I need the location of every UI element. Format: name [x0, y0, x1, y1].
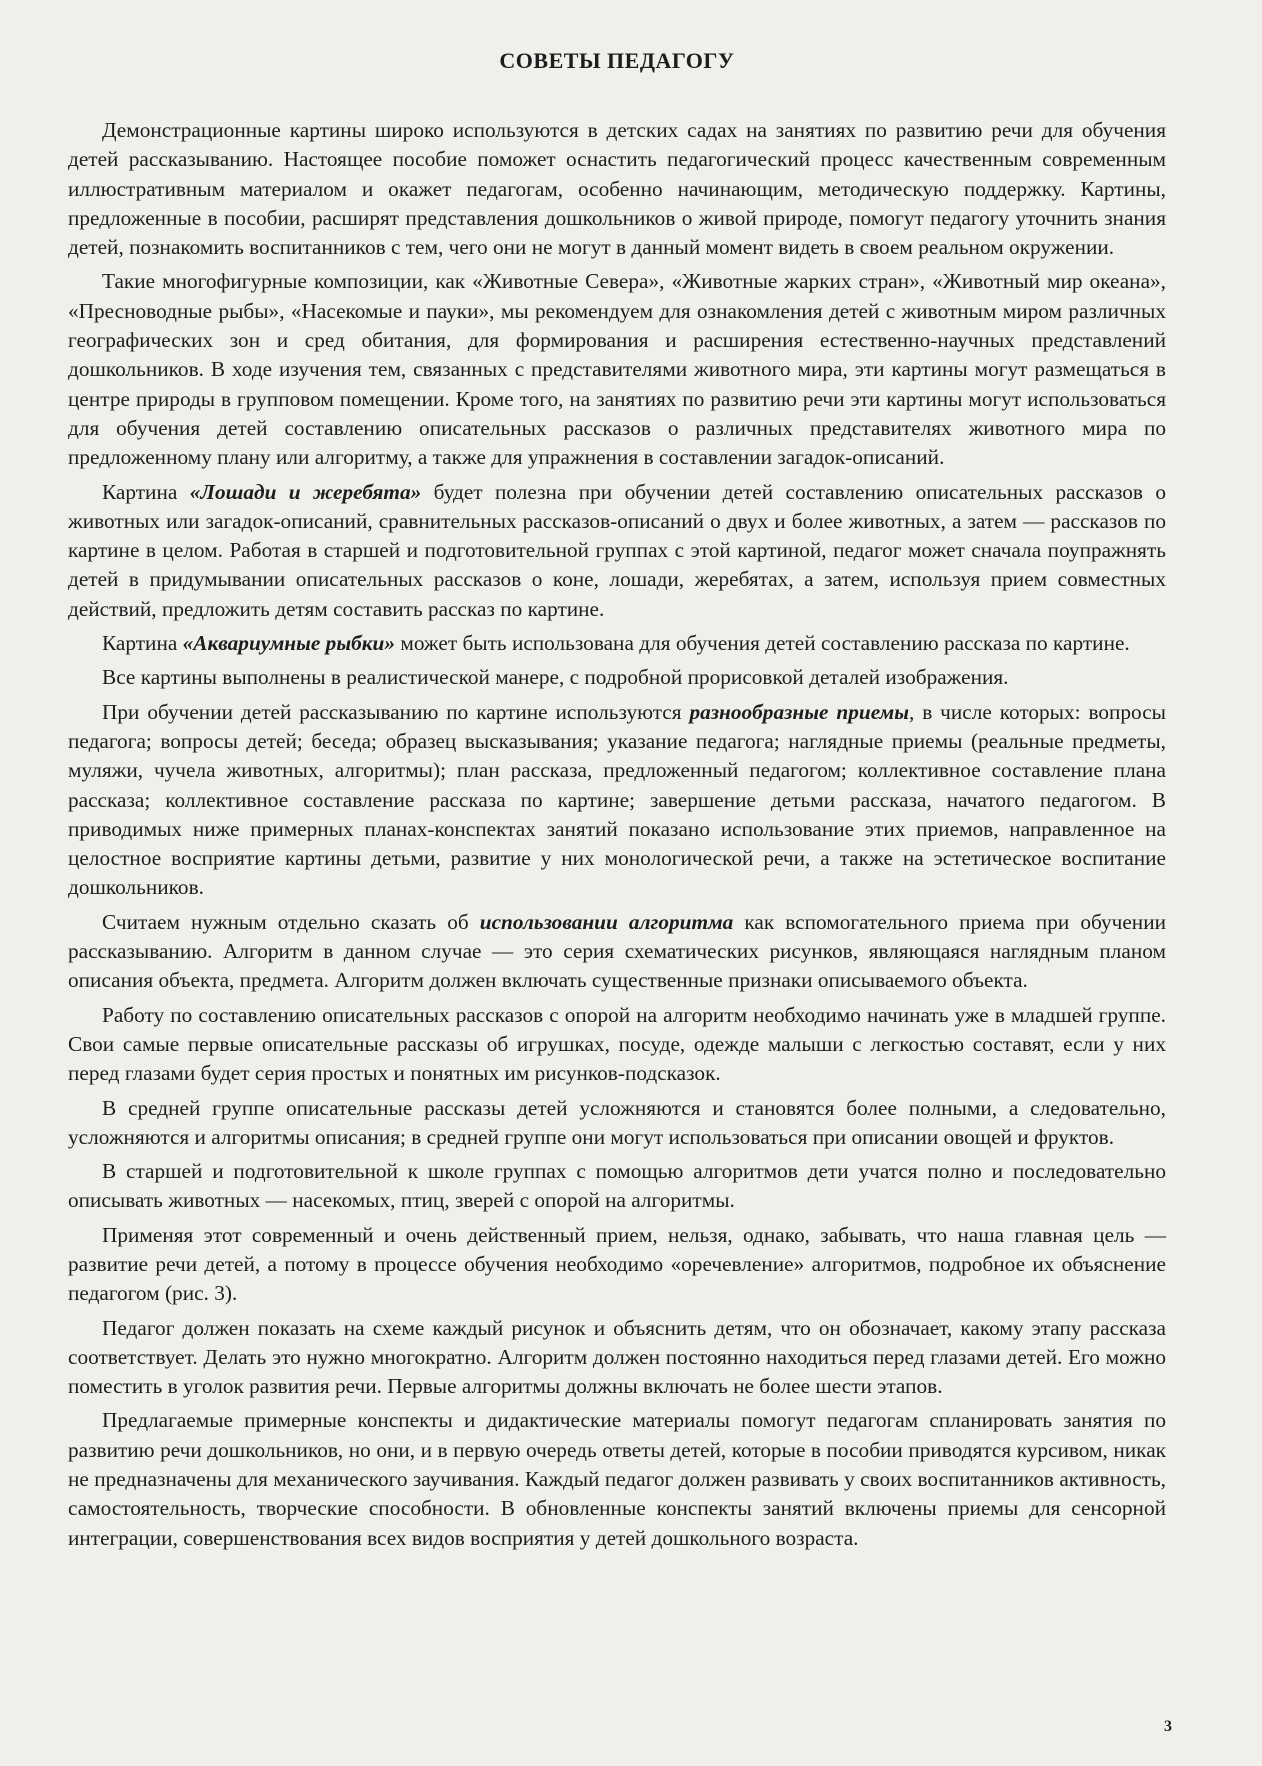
emphasis-algorithm: использовании алгоритма: [479, 909, 734, 934]
paragraph-5: Все картины выполнены в реалистической манере, с подробной прорисовкой деталей изображения.: [102, 665, 1009, 690]
paragraph-11: Применяя этот современный и очень действенный прием, нельзя, однако, забывать, что наша главная цель — развитие речи детей, а потому в процессе обучения необходимо «оречевление» алгоритмов, подробное их объяснение педагогом (рис. 3).: [68, 1222, 1166, 1306]
paragraph-10: В старшей и подготовительной к школе группах с помощью алгоритмов дети учатся полно и последовательно описывать животных — насекомых, птиц, зверей с опорой на алгоритмы.: [68, 1159, 1166, 1213]
paragraph-8: Работу по составлению описательных рассказов с опорой на алгоритм необходимо начинать уже в младшей группе. Свои самые первые описательные рассказы об игрушках, посуде, одежде малыши с легкостью составят, если у них перед глазами будет серия простых и понятных им рисунков-подсказок.: [68, 1002, 1166, 1086]
emphasis-techniques: разнообразные приемы: [689, 699, 909, 724]
paragraph-2: Такие многофигурные композиции, как «Животные Севера», «Животные жарких стран», «Животный мир океана», «Пресноводные рыбы», «Насекомые и пауки», мы рекомендуем для ознакомления детей с животным миром различных географических зон и сред обитания, для формирования и расширения естественно-научных представлений дошкольников. В ходе изучения тем, связанных с представителями животного мира, эти картины могут размещаться в центре природы в групповом помещении. Кроме того, на занятиях по развитию речи эти картины могут использоваться для обучения детей составлению описательных рассказов о различных представителях животного мира по предложенному плану или алгоритму, а также для упражнения в составлении загадок-описаний.: [68, 269, 1166, 470]
emphasis-horses: «Лошади и жеребята»: [189, 479, 422, 504]
emphasis-fish: «Аквариумные рыбки»: [182, 631, 396, 656]
paragraph-4: Картина «Аквариумные рыбки» может быть использована для обучения детей составлению рассказа по картине.: [102, 631, 1130, 656]
page-title: СОВЕТЫ ПЕДАГОГУ: [499, 48, 735, 73]
paragraph-1: Демонстрационные картины широко используются в детских садах на занятиях по развитию речи для обучения детей рассказыванию. Настоящее пособие поможет оснастить педагогический процесс качественным современным иллюстративным материалом и окажет педагогам, особенно начинающим, методическую поддержку. Картины, предложенные в пособии, расширят представления дошкольников о живой природе, помогут педагогу уточнить знания детей, познакомить воспитанников с тем, чего они не могут в данный момент видеть в своем реальном окружении.: [68, 118, 1166, 260]
paragraph-13: Предлагаемые примерные конспекты и дидактические материалы помогут педагогам спланировать занятия по развитию речи дошкольников, но они, и в первую очередь ответы детей, которые в пособии приводятся курсивом, никак не предназначены для механического заучивания. Каждый педагог должен развивать у своих воспитанников активность, самостоятельность, творческие способности. В обновленные конспекты занятий включены приемы для сенсорной интеграции, совершенствования всех видов восприятия у детей дошкольного возраста.: [68, 1408, 1166, 1550]
paragraph-7: Считаем нужным отдельно сказать об использовании алгоритма как вспомогательного приема при обучении рассказыванию. Алгоритм в данном случае — это серия схематических рисунков, являющаяся наглядным планом описания объекта, предмета. Алгоритм должен включать существенные признаки описываемого объекта.: [68, 909, 1166, 993]
paragraph-12: Педагог должен показать на схеме каждый рисунок и объяснить детям, что он обозначает, какому этапу рассказа соответствует. Делать это нужно многократно. Алгоритм должен постоянно находиться перед глазами детей. Его можно поместить в уголок развития речи. Первые алгоритмы должны включать не более шести этапов.: [68, 1315, 1166, 1399]
page-number: 3: [1164, 1718, 1172, 1735]
paragraph-6: При обучении детей рассказыванию по картине используются разнообразные приемы, в числе которых: вопросы педагога; вопросы детей; беседа; образец высказывания; указание педагога; наглядные приемы (реальные предметы, муляжи, чучела животных, алгоритмы); план рассказа, предложенный педагогом; коллективное составление плана рассказа; коллективное составление рассказа по картине; завершение детьми рассказа, начатого педагогом. В приводимых ниже примерных планах-конспектах занятий показано использование этих приемов, направленное на целостное восприятие картины детьми, развитие у них монологической речи, а также на эстетическое воспитание дошкольников.: [68, 699, 1166, 900]
paragraph-3: Картина «Лошади и жеребята» будет полезна при обучении детей составлению описательных рассказов о животных или загадок-описаний, сравнительных рассказов-описаний о двух и более животных, а затем — рассказов по картине в целом. Работая в старшей и подготовительной группах с этой картиной, педагог может сначала поупражнять детей в придумывании описательных рассказов о коне, лошади, жеребятах, а затем, используя прием совместных действий, предложить детям составить рассказ по картине.: [68, 479, 1167, 621]
paragraph-9: В средней группе описательные рассказы детей усложняются и становятся более полными, а следовательно, усложняются и алгоритмы описания; в средней группе они могут использоваться при описании овощей и фруктов.: [68, 1095, 1166, 1149]
